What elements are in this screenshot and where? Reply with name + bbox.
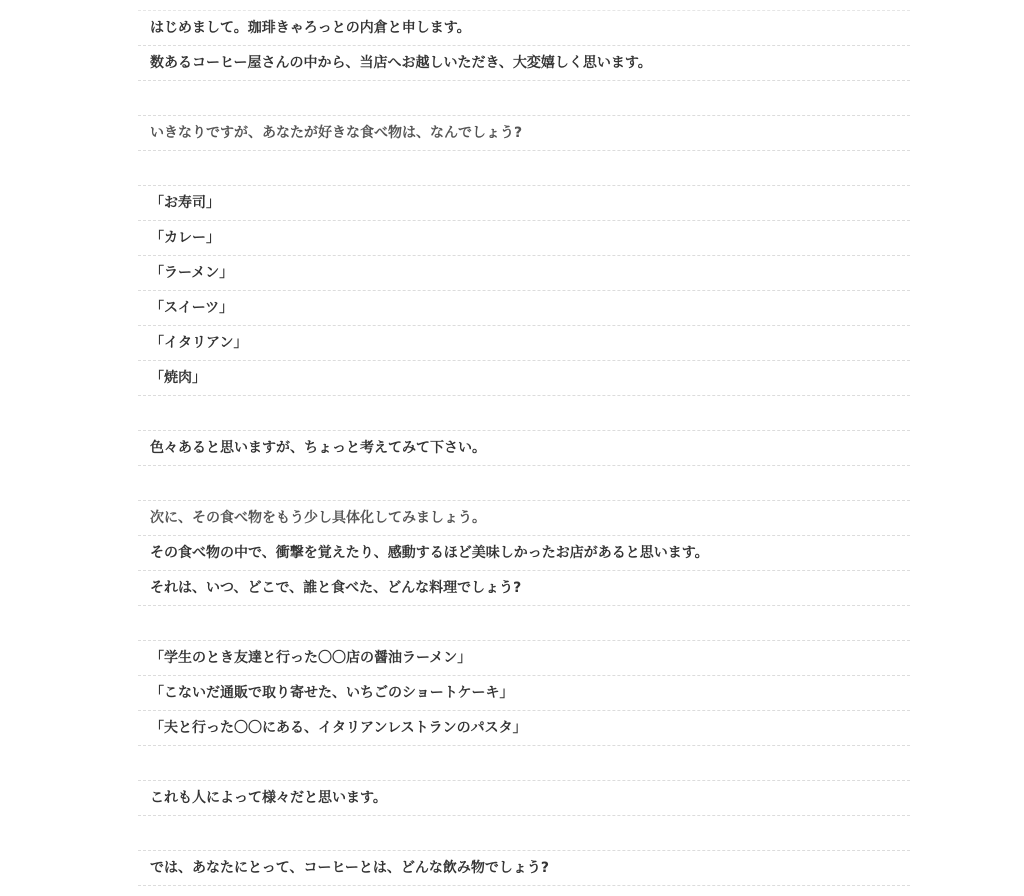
blank-line (138, 151, 910, 186)
food-item-curry: 「カレー」 (138, 221, 910, 256)
text-line-question-food: いきなりですが、あなたが好きな食べ物は、なんでしょう? (138, 116, 910, 151)
text-line-impression: その食べ物の中で、衝撃を覚えたり、感動するほど美味しかったお店があると思います。 (138, 536, 910, 571)
blank-line (138, 746, 910, 781)
text-line-varies: これも人によって様々だと思います。 (138, 781, 910, 816)
text-line-next: 次に、その食べ物をもう少し具体化してみましょう。 (138, 501, 910, 536)
example-item-ramen: 「学生のとき友達と行った〇〇店の醤油ラーメン」 (138, 641, 910, 676)
food-item-italian: 「イタリアン」 (138, 326, 910, 361)
example-item-cake: 「こないだ通販で取り寄せた、いちごのショートケーキ」 (138, 676, 910, 711)
article-body (138, 10, 910, 886)
text-line-when-where: それは、いつ、どこで、誰と食べた、どんな料理でしょう? (138, 571, 910, 606)
food-item-yakiniku: 「焼肉」 (138, 361, 910, 396)
food-item-sweets: 「スイーツ」 (138, 291, 910, 326)
blank-line (138, 466, 910, 501)
food-item-sushi: 「お寿司」 (138, 186, 910, 221)
text-line-think: 色々あると思いますが、ちょっと考えてみて下さい。 (138, 431, 910, 466)
blank-line (138, 816, 910, 851)
text-line-coffee-question: では、あなたにとって、コーヒーとは、どんな飲み物でしょう? (138, 851, 910, 886)
example-item-pasta: 「夫と行った〇〇にある、イタリアンレストランのパスタ」 (138, 711, 910, 746)
blank-line (138, 606, 910, 641)
blank-line (138, 396, 910, 431)
text-line-thanks: 数あるコーヒー屋さんの中から、当店へお越しいただき、大変嬉しく思います。 (138, 46, 910, 81)
text-line-greeting: はじめまして。珈琲きゃろっとの内倉と申します。 (138, 10, 910, 46)
blank-line (138, 81, 910, 116)
food-item-ramen: 「ラーメン」 (138, 256, 910, 291)
